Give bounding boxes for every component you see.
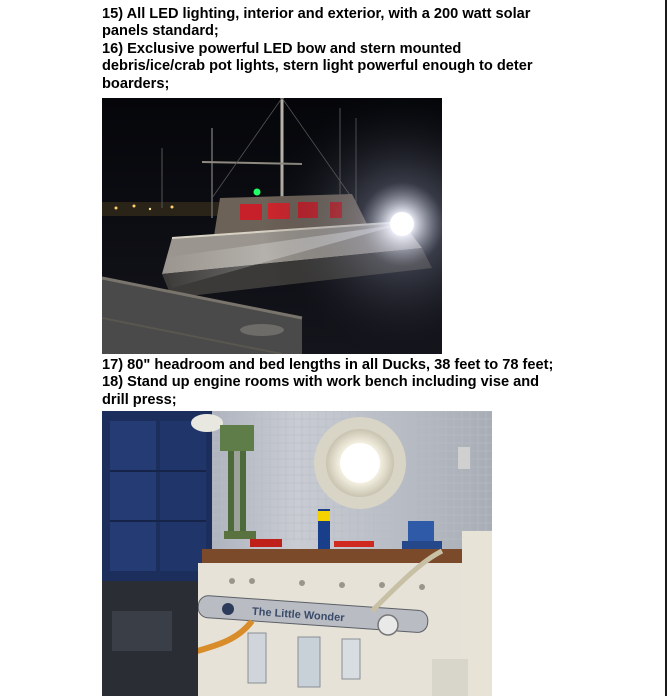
feature-item-15: 15) All LED lighting, interior and exterior, with a 200 watt solar panels standard;	[102, 6, 531, 40]
feature-list-bottom	[102, 357, 582, 409]
feature-item-18: 18) Stand up engine rooms with work bench including vise and drill press;	[102, 374, 540, 408]
page-edge-rule	[665, 0, 667, 696]
photo-engine-room-icon	[102, 411, 492, 696]
svg-text:The Little Wonder: The Little Wonder	[251, 605, 345, 625]
feature-item-17: 17) 80" headroom and bed lengths in all Ducks, 38 feet to 78 feet;	[102, 357, 554, 373]
feature-item-16: 16) Exclusive powerful LED bow and stern mounted debris/ice/crab pot lights, stern light powerful enough to deter boarders;	[102, 40, 533, 92]
boat-night-photo	[102, 98, 442, 354]
photo-boat-at-night-icon	[102, 98, 442, 354]
feature-list-top	[102, 6, 582, 93]
engine-room-photo	[102, 411, 492, 696]
